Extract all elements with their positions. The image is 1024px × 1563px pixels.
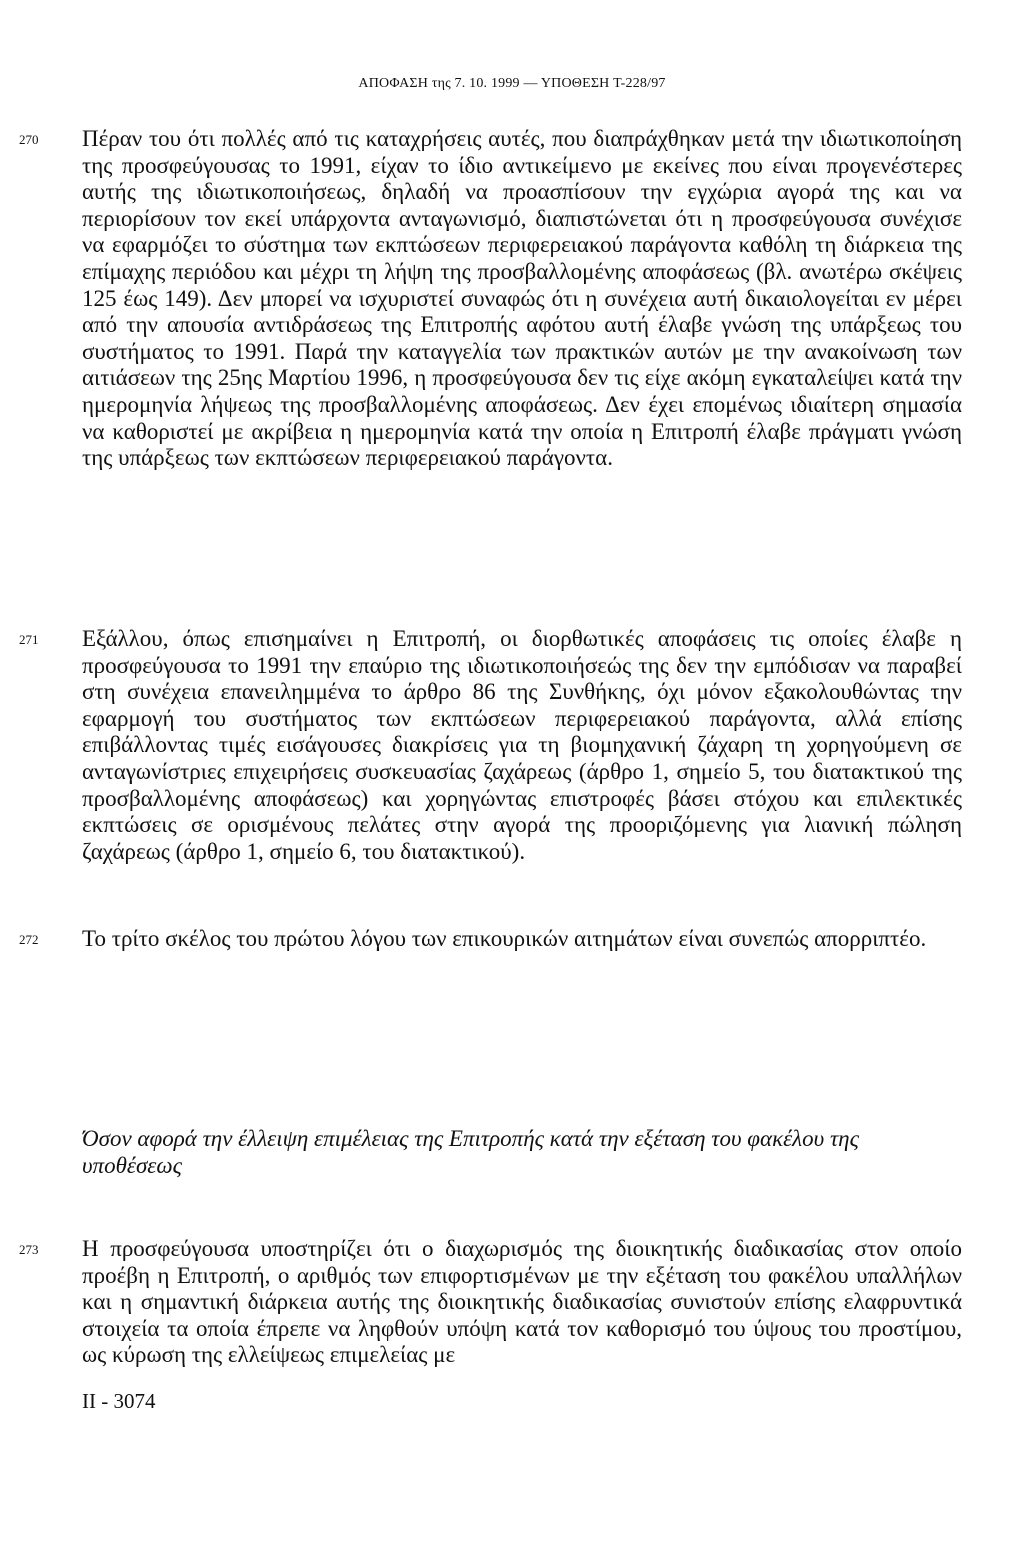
paragraph-271 bbox=[19, 626, 962, 865]
running-header: ΑΠΟΦΑΣΗ της 7. 10. 1999 — ΥΠΟΘΕΣΗ T-228/97 bbox=[358, 76, 666, 91]
paragraph-text: Η προσφεύγουσα υποστηρίζει ότι ο διαχωρισμός της διοικητικής διαδικασίας στον οποίο προέβη η Επιτροπή, ο αριθμός των επιφορτισμένων με την εξέταση του φακέλου υπαλλήλων και η σημαντική διάρκεια αυτής της διοικητικής διαδικασίας συνιστούν επίσης ελαφρυντικά στοιχεία τα οποία έπρεπε να ληφθούν υπόψη κατά τον καθορισμό του ύψους του προστίμου, ως κύρωση της ελλείψεως επιμελείας με bbox=[82, 1236, 962, 1368]
section-heading: Όσον αφορά την έλλειψη επιμέλειας της Επιτροπής κατά την εξέταση του φακέλου της υποθέσεως bbox=[82, 1126, 859, 1178]
paragraph-273 bbox=[19, 1236, 962, 1369]
paragraph-text: Το τρίτο σκέλος του πρώτου λόγου των επικουρικών αιτημάτων είναι συνεπώς απορριπτέο. bbox=[82, 926, 927, 951]
paragraph-270 bbox=[19, 126, 962, 472]
paragraph-272 bbox=[19, 926, 962, 953]
paragraph-number: 270 bbox=[19, 132, 39, 147]
paragraph-number: 272 bbox=[19, 932, 39, 947]
paragraph-number: 271 bbox=[19, 632, 39, 647]
page-number: II - 3074 bbox=[82, 1389, 156, 1413]
paragraph-text: Πέραν του ότι πολλές από τις καταχρήσεις αυτές, που διαπράχθηκαν μετά την ιδιωτικοποίηση της προσφεύγουσας το 1991, είχαν το ίδιο αντικείμενο με εκείνες που είναι προγενέστερες αυτής της ιδιωτικοποιήσεως, δηλαδή να προασπίσουν την εγχώρια αγορά της και να περιορίσουν τον εκεί υπάρχοντα ανταγωνισμό, διαπιστώνεται ότι η προσφεύγουσα συνέχισε να εφαρμόζει το σύστημα των εκπτώσεων περιφερειακού παράγοντα καθόλη τη διάρκεια της επίμαχης περιόδου και μέχρι τη λήψη της προσβαλλομένης αποφάσεως (βλ. ανωτέρω σκέψεις 125 έως 149). Δεν μπορεί να ισχυριστεί συναφώς ότι η συνέχεια αυτή δικαιολογείται εν μέρει από την απουσία αντιδράσεως της Επιτροπής αφότου αυτή έλαβε γνώση της υπάρξεως του συστήματος το 1991. Παρά την καταγγελία των πρακτικών αυτών με την ανακοίνωση των αιτιάσεων της 25ης Μαρτίου 1996, η προσφεύγουσα δεν τις είχε ακόμη εγκαταλείψει κατά την ημερομηνία λήψεως της προσβαλλομένης αποφάσεως. Δεν έχει επομένως ιδιαίτερη σημασία να καθοριστεί με ακρίβεια η ημερομηνία κατά την οποία η Επιτροπή έλαβε πράγματι γνώση της υπάρξεως των εκπτώσεων περιφερειακού παράγοντα. bbox=[82, 126, 962, 471]
paragraph-number: 273 bbox=[19, 1242, 39, 1257]
paragraph-text: Εξάλλου, όπως επισημαίνει η Επιτροπή, οι διορθωτικές αποφάσεις τις οποίες έλαβε η προσφεύγουσα το 1991 την επαύριο της ιδιωτικοποιήσεώς της δεν την εμπόδισαν να παραβεί στη συνέχεια επανειλημμένα το άρθρο 86 της Συνθήκης, όχι μόνον εξακολουθώντας την εφαρμογή του συστήματος των εκπτώσεων περιφερειακού παράγοντα, αλλά επίσης επιβάλλοντας τιμές εισάγουσες διακρίσεις για τη βιομηχανική ζάχαρη τη χορηγούμενη σε ανταγωνίστριες επιχειρήσεις συσκευασίας ζαχάρεως (άρθρο 1, σημείο 5, του διατακτικού της προσβαλλομένης αποφάσεως) και χορηγώντας επιστροφές βάσει στόχου και επιλεκτικές εκπτώσεις σε ορισμένους πελάτες στην αγορά της προοριζόμενης για λιανική πώληση ζαχάρεως (άρθρο 1, σημείο 6, του διατακτικού). bbox=[82, 626, 962, 864]
